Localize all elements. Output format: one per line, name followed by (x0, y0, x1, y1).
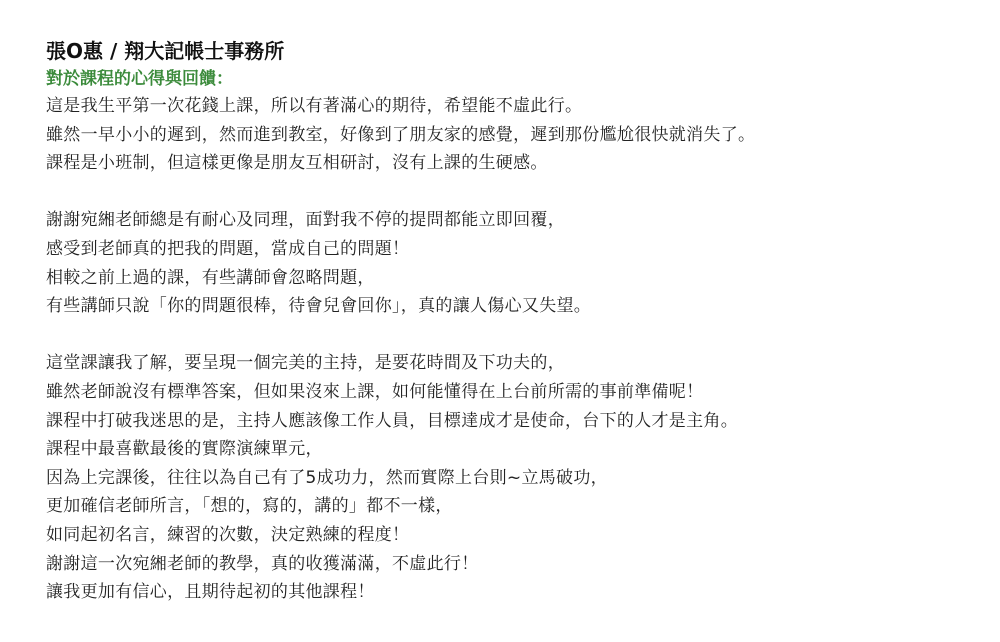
text-line: 因為上完課後，往往以為自己有了5成功力，然而實際上台則~立馬破功， (46, 467, 608, 488)
text-line: 課程中最喜歡最後的實際演練單元， (46, 439, 323, 460)
paragraph-learnings (46, 349, 954, 606)
page-title: 張O惠 / 翔大記帳士事務所 (46, 39, 285, 63)
text-line: 課程是小班制，但這樣更像是朋友互相研討，沒有上課的生硬感。 (46, 153, 548, 174)
section-subtitle: 對於課程的心得與回饋： (46, 69, 233, 89)
text-line: 課程中打破我迷思的是，主持人應該像工作人員，目標達成才是使命，台下的人才是主角。 (46, 410, 738, 431)
text-line: 這堂課讓我了解，要呈現一個完美的主持，是要花時間及下功夫的， (46, 353, 565, 374)
text-line: 如同起初名言，練習的次數，決定熟練的程度！ (46, 524, 410, 545)
text-line: 謝謝宛緗老師總是有耐心及同理，面對我不停的提問都能立即回覆， (46, 210, 565, 231)
paragraph-spacer (46, 178, 954, 207)
text-line: 更加確信老師所言，「想的，寫的，講的」都不一樣， (46, 496, 453, 517)
paragraph-teacher (46, 206, 954, 320)
paragraph-intro (46, 92, 954, 178)
text-line: 相較之前上過的課，有些講師會忽略問題， (46, 267, 375, 288)
text-line: 謝謝這一次宛緗老師的教學，真的收獲滿滿，不虛此行！ (46, 553, 479, 574)
text-line: 感受到老師真的把我的問題，當成自己的問題！ (46, 238, 410, 259)
text-line: 雖然老師說沒有標準答案，但如果沒來上課，如何能懂得在上台前所需的事前準備呢！ (46, 381, 704, 402)
text-line: 這是我生平第一次花錢上課，所以有著滿心的期待，希望能不虛此行。 (46, 96, 583, 116)
text-line: 有些講師只說「你的問題很棒，待會兒會回你」，真的讓人傷心又失望。 (46, 296, 592, 317)
text-line: 雖然一早小小的遲到，然而進到教室，好像到了朋友家的感覺，遲到那份尷尬很快就消失了。 (46, 124, 756, 145)
text-line: 讓我更加有信心，且期待起初的其他課程！ (46, 582, 375, 603)
paragraph-spacer (46, 321, 954, 350)
